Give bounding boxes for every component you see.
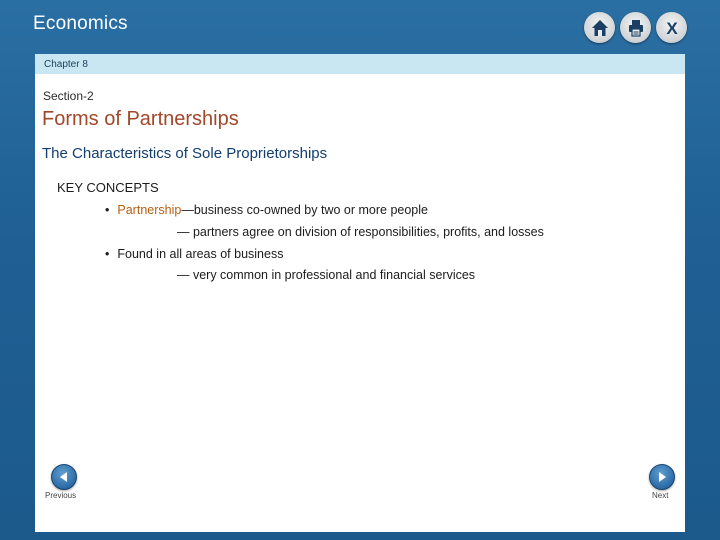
detail-line: — very common in professional and financial services (177, 268, 476, 282)
print-button[interactable] (620, 12, 651, 43)
copyright-notice: Copyright © by Houghton Mifflin Harcourt Publishing Company (43, 509, 279, 519)
arrow-right-icon (655, 470, 669, 484)
printer-icon (626, 18, 646, 38)
bullet-item-partnership (105, 203, 428, 217)
bullet-icon: • (105, 247, 110, 261)
close-glyph: X (665, 18, 678, 38)
detail-line: — partners agree on division of responsibilities, profits, and losses (177, 225, 544, 239)
arrow-left-icon (57, 470, 71, 484)
app-title: Economics (33, 13, 128, 34)
chapter-label: Chapter 8 (44, 59, 88, 70)
next-button[interactable] (649, 464, 675, 490)
key-concepts-heading: KEY CONCEPTS (57, 180, 159, 195)
page-subtitle: The Characteristics of Sole Proprietorships (42, 145, 328, 162)
section-label: Section-2 (43, 89, 94, 103)
content-panel (35, 54, 685, 532)
term-partnership: Partnership (117, 203, 182, 217)
definition-text: —business co-owned by two or more people (181, 203, 428, 217)
chapter-bar (35, 54, 685, 74)
page-title: Forms of Partnerships (42, 108, 239, 130)
home-button[interactable] (584, 12, 615, 43)
previous-label[interactable]: Previous (45, 491, 77, 500)
bullet-item-business-areas (105, 247, 283, 261)
toolbar (584, 12, 687, 43)
home-icon (590, 18, 610, 38)
bullet-icon: • (105, 203, 110, 217)
close-icon (662, 18, 682, 38)
next-label[interactable]: Next (652, 491, 669, 500)
bullet-text: Found in all areas of business (117, 247, 284, 261)
previous-button[interactable] (51, 464, 77, 490)
close-button[interactable] (656, 12, 687, 43)
